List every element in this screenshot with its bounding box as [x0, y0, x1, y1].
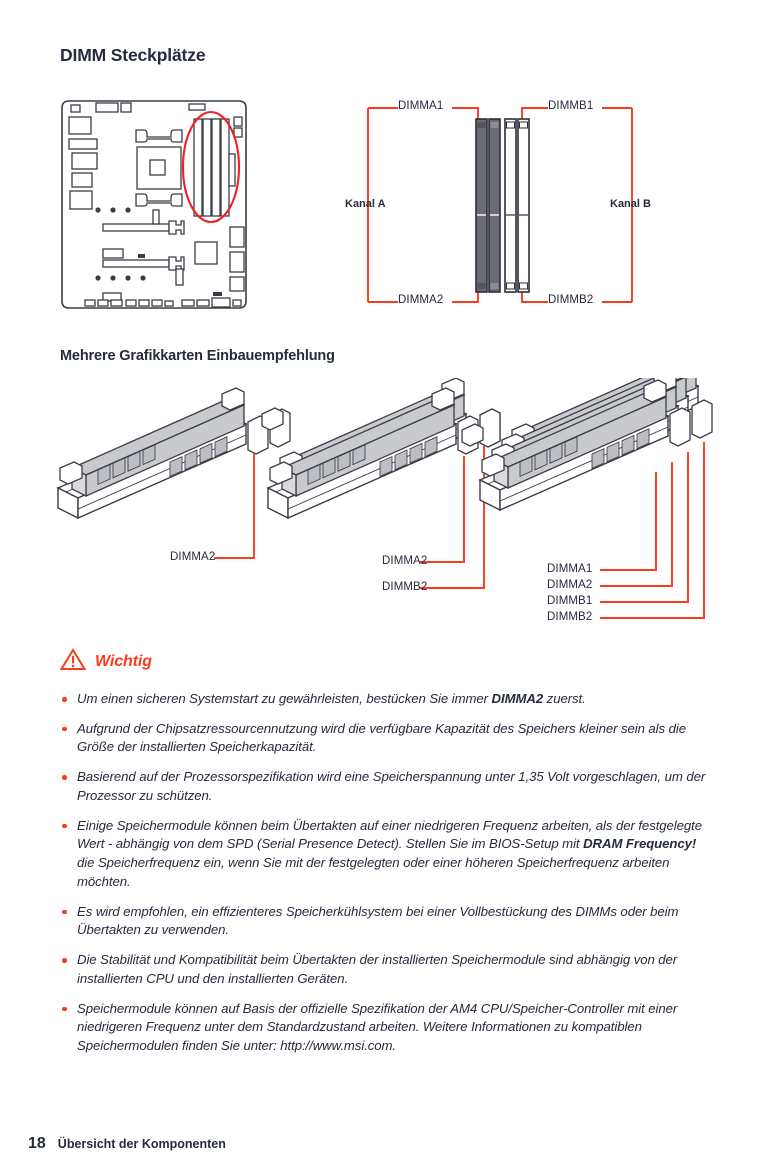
note-item: Es wird empfohlen, ein effizienteres Speicherkühlsystem bei einer Vollbestückung des DIMMs oder beim Übertakten zu verwenden. — [60, 903, 706, 940]
note-item: Um einen sicheren Systemstart zu gewährleisten, bestücken Sie immer DIMMA2 zuerst. — [60, 690, 706, 709]
slot-label-dimma2: DIMMA2 — [398, 294, 444, 306]
note-item: Speichermodule können auf Basis der offizielle Spezifikation der AM4 CPU/Speicher-Controller mit einer niedrigeren Frequenz unter dem Standardzustand arbeiten. Weitere Informationen zu kompatiblen Speichermodulen finden Sie unter: http://www.msi.com. — [60, 1000, 706, 1056]
warning-triangle-icon — [60, 648, 86, 676]
channel-b-label: Kanal B — [610, 198, 651, 210]
module-install-diagrams — [52, 378, 752, 633]
note-item: Basierend auf der Prozessorspezifikation wird eine Speicherspannung unter 1,35 Volt vorgeschlagen, um der Prozessor zu schützen. — [60, 768, 706, 805]
slot-label-dimma1: DIMMA1 — [398, 100, 444, 112]
subsection-title: Mehrere Grafikkarten Einbauempfehlung — [60, 348, 335, 364]
important-title: Wichtig — [95, 653, 152, 670]
page-footer — [28, 1135, 226, 1153]
module-label-g3-dimmb1: DIMMB1 — [547, 595, 593, 607]
module-label-g3-dimmb2: DIMMB2 — [547, 611, 593, 623]
module-label-g2-dimmb2: DIMMB2 — [382, 581, 428, 593]
motherboard-diagram — [58, 97, 250, 319]
page-number: 18 — [28, 1135, 46, 1152]
module-label-g2-dimma2: DIMMA2 — [382, 555, 428, 567]
slot-label-dimmb2: DIMMB2 — [548, 294, 594, 306]
note-item: Einige Speichermodule können beim Übertakten auf einer niedrigeren Frequenz arbeiten, als der festgelegte Wert - abhängig von dem SPD (Serial Presence Detect). Stellen Sie im BIOS-Setup mit DRAM Frequency! die Speicherfrequenz ein, wenn Sie mit der festgelegten oder einer höheren Speicherfrequenz arbeiten möchten. — [60, 817, 706, 892]
footer-chapter-title: Übersicht der Komponenten — [57, 1137, 226, 1151]
important-header — [60, 648, 710, 676]
note-emphasis: DRAM Frequency! — [583, 836, 697, 852]
note-item: Die Stabilität und Kompatibilität beim Übertakten der installierten Speichermodule sind abhängig von der installierten CPU und den installierten Geräten. — [60, 951, 706, 988]
channel-diagram — [330, 95, 670, 315]
page-title: DIMM Steckplätze — [60, 45, 206, 65]
module-label-g3-dimma1: DIMMA1 — [547, 563, 593, 575]
channel-a-label: Kanal A — [345, 198, 386, 210]
module-group-one — [58, 388, 290, 558]
note-item: Aufgrund der Chipsatzressourcennutzung wird die verfügbare Kapazität des Speichers kleiner sein als die Größe der installierten Speicherkapazität. — [60, 720, 706, 757]
important-notes-block — [60, 648, 710, 1067]
note-emphasis: DIMMA2 — [491, 691, 544, 706]
module-group-two — [262, 378, 500, 588]
notes-list — [60, 690, 706, 1056]
slot-label-dimmb1: DIMMB1 — [548, 100, 594, 112]
module-label-g1-dimma2: DIMMA2 — [170, 551, 216, 563]
module-label-g3-dimma2: DIMMA2 — [547, 579, 593, 591]
